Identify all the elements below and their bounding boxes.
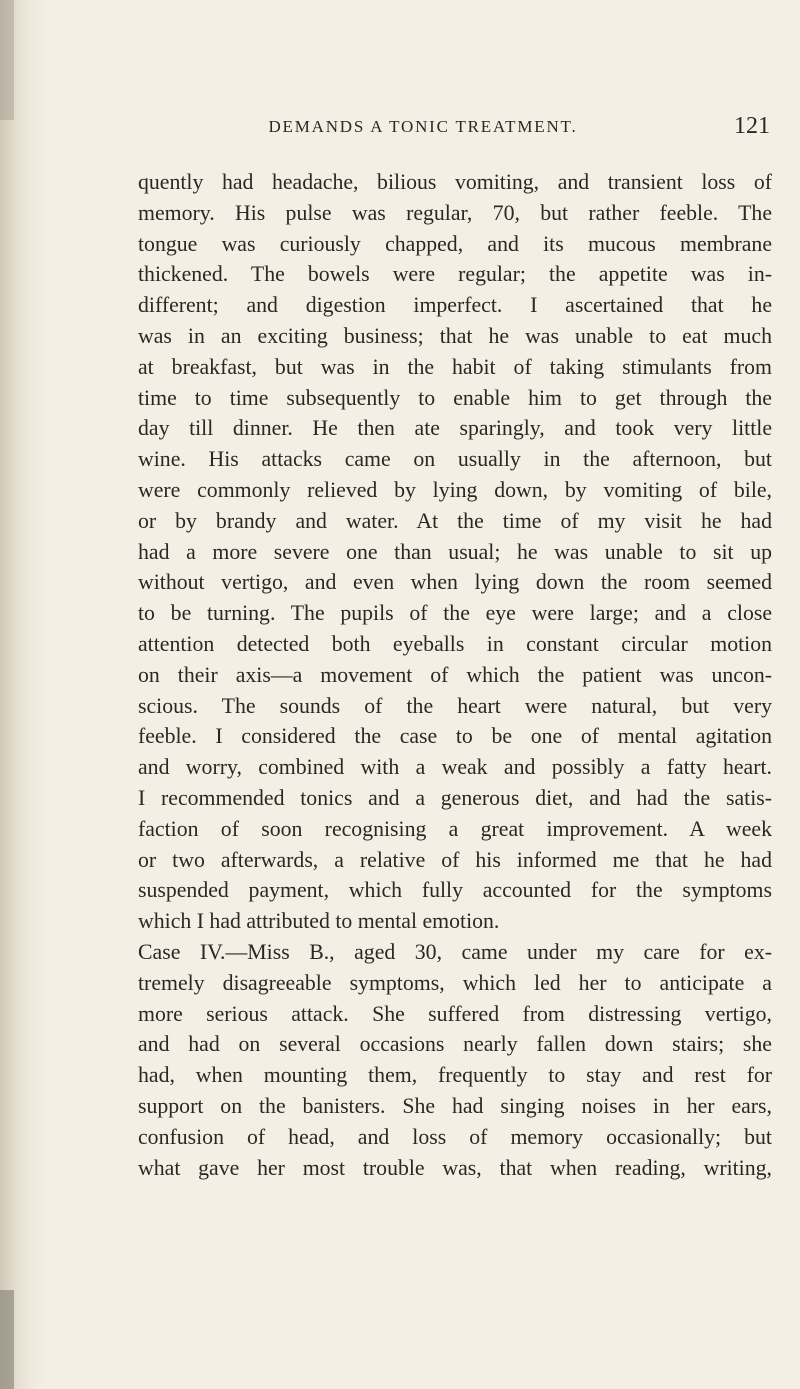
text-line: had a more severe one than usual; he was unable to sit up bbox=[138, 539, 772, 564]
text-line: confusion of head, and loss of memory occasionally; but bbox=[138, 1124, 772, 1149]
text-line: had, when mounting them, frequently to stay and rest for bbox=[138, 1063, 772, 1088]
gutter-shadow-top bbox=[0, 0, 14, 120]
text-line: wine. His attacks came on usually in the afternoon, but bbox=[138, 447, 772, 472]
text-line: what gave her most trouble was, that when reading, writing, bbox=[138, 1155, 772, 1180]
text-line: scious. The sounds of the heart were natural, but very bbox=[138, 693, 772, 718]
text-line: I recommended tonics and a generous diet, and had the satis- bbox=[138, 785, 772, 810]
text-line: tremely disagreeable symptoms, which led her to anticipate a bbox=[138, 970, 772, 995]
page-number: 121 bbox=[734, 113, 770, 139]
text-line: or by brandy and water. At the time of my visit he had bbox=[138, 508, 772, 533]
text-line: or two afterwards, a relative of his informed me that he had bbox=[138, 847, 772, 872]
text-line: at breakfast, but was in the habit of taking stimulants from bbox=[138, 354, 772, 379]
text-line: support on the banisters. She had singing noises in her ears, bbox=[138, 1093, 772, 1118]
text-line: memory. His pulse was regular, 70, but rather feeble. The bbox=[138, 200, 772, 225]
text-line: was in an exciting business; that he was unable to eat much bbox=[138, 323, 772, 348]
text-line: without vertigo, and even when lying down the room seemed bbox=[138, 570, 772, 595]
text-line: tongue was curiously chapped, and its mucous membrane bbox=[138, 231, 772, 256]
text-line: to be turning. The pupils of the eye were large; and a close bbox=[138, 601, 772, 626]
text-line: attention detected both eyeballs in constant circular motion bbox=[138, 631, 772, 656]
body-text bbox=[138, 167, 772, 1183]
text-line: feeble. I considered the case to be one of mental agitation bbox=[138, 724, 772, 749]
text-line: and worry, combined with a weak and possibly a fatty heart. bbox=[138, 755, 772, 780]
text-line: thickened. The bowels were regular; the appetite was in- bbox=[138, 262, 772, 287]
text-line: quently had headache, bilious vomiting, and transient loss of bbox=[138, 170, 772, 194]
page-binding-shadow bbox=[0, 0, 46, 1389]
text-line: were commonly relieved by lying down, by vomiting of bile, bbox=[138, 477, 772, 502]
text-line: Case IV.—Miss B., aged 30, came under my care for ex- bbox=[138, 939, 772, 964]
gutter-shadow-bottom bbox=[0, 1290, 14, 1389]
text-line: and had on several occasions nearly fallen down stairs; she bbox=[138, 1032, 772, 1057]
text-line: faction of soon recognising a great improvement. A week bbox=[138, 816, 772, 841]
text-line: which I had attributed to mental emotion. bbox=[138, 909, 500, 934]
text-line: different; and digestion imperfect. I ascertained that he bbox=[138, 293, 772, 318]
text-line: suspended payment, which fully accounted for the symptoms bbox=[138, 878, 772, 903]
running-head bbox=[76, 113, 770, 145]
text-line: day till dinner. He then ate sparingly, and took very little bbox=[138, 416, 772, 441]
text-line: more serious attack. She suffered from distressing vertigo, bbox=[138, 1001, 772, 1026]
text-line: time to time subsequently to enable him to get through the bbox=[138, 385, 772, 410]
running-title: DEMANDS A TONIC TREATMENT. bbox=[268, 117, 578, 136]
text-line: on their axis—a movement of which the patient was uncon- bbox=[138, 662, 772, 687]
